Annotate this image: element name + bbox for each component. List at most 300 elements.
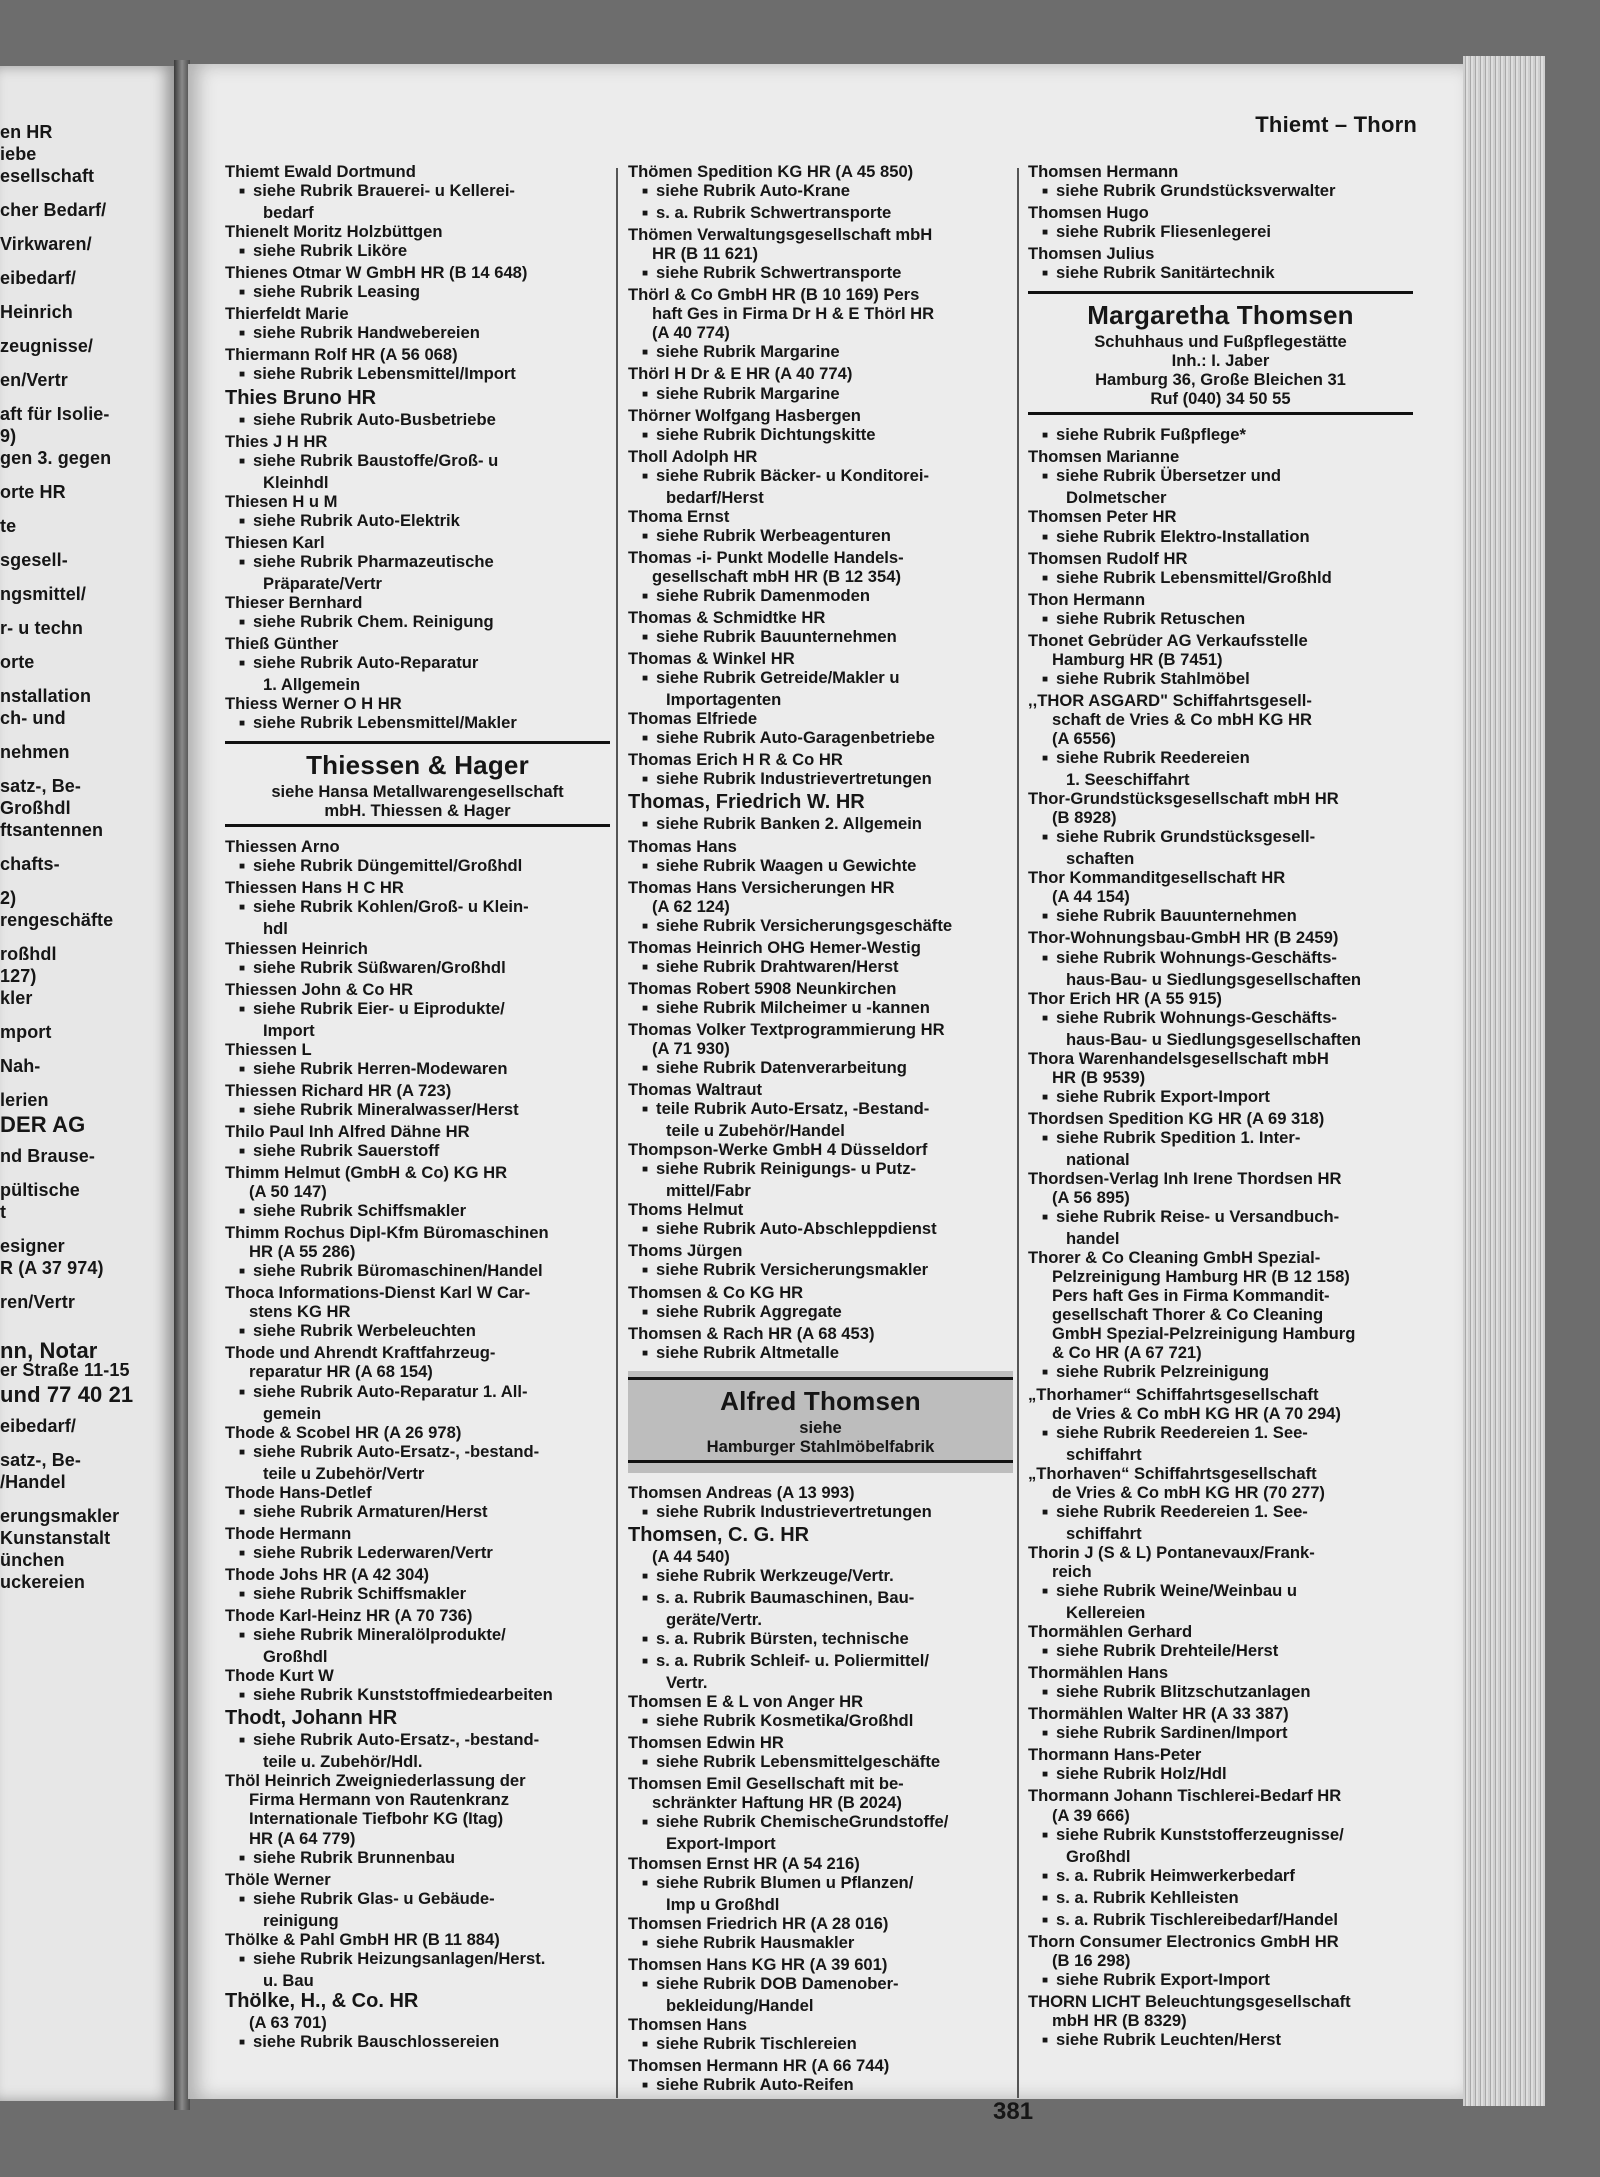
listing-reference: ■ siehe Rubrik Retuschen — [1028, 609, 1413, 631]
listing-name: Thörner Wolfgang Hasbergen — [628, 405, 861, 425]
listing-continuation: 1. Seeschiffahrt — [1066, 770, 1190, 790]
listing-reference: ■ siehe Rubrik Werkzeuge/Vertr. — [628, 1566, 1013, 1588]
listing-continuation: HR (B 11 621) — [652, 244, 759, 264]
listing-reference: ■ siehe Rubrik Versicherungsgeschäfte — [628, 916, 1013, 938]
listing-reference: ■ siehe Rubrik ChemischeGrundstoffe/ — [628, 1812, 1013, 1834]
listing-reference: ■ siehe Rubrik Übersetzer und — [1028, 466, 1413, 488]
listing-name: THORN LICHT Beleuchtungsgesellschaft — [1028, 1991, 1351, 2011]
listing-reference: ■ siehe Rubrik Lederwaren/Vertr — [225, 1543, 610, 1565]
listing-reference: ■ siehe Rubrik Chem. Reinigung — [225, 612, 610, 634]
listing-name: Thienes Otmar W GmbH HR (B 14 648) — [225, 263, 528, 283]
listing-reference: ■ s. a. Rubrik Schleif- u. Poliermittel/ — [628, 1651, 1013, 1673]
listing-reference: ■ siehe Rubrik Mineralölprodukte/ — [225, 1625, 610, 1647]
listing-name: Thor Kommanditgesellschaft HR — [1028, 868, 1286, 888]
left-page-text: t — [0, 1202, 7, 1222]
listing-name: Thieser Bernhard — [225, 592, 363, 612]
listing-name: Thomsen & Rach HR (A 68 453) — [628, 1323, 875, 1343]
listing-name: Thomsen Julius — [1028, 244, 1155, 264]
listing-continuation: schaft de Vries & Co mbH KG HR — [1052, 709, 1313, 729]
listing-name: Thomas Volker Textprogrammierung HR — [628, 1019, 945, 1039]
listing-continuation: Großhdl — [1066, 1846, 1131, 1866]
listing-reference: ■ siehe Rubrik Damenmoden — [628, 586, 1013, 608]
column-2 — [628, 162, 1013, 2097]
listing-name: Thomas & Winkel HR — [628, 649, 795, 669]
listing-name-bold: Thölke, H., & Co. HR — [225, 1989, 419, 2012]
listing-name: Thimm Rochus Dipl-Kfm Büromaschinen — [225, 1223, 549, 1243]
listing-reference: ■ siehe Rubrik Werbeleuchten — [225, 1321, 610, 1343]
listing-reference: ■ siehe Rubrik Bäcker- u Konditorei- — [628, 466, 1013, 488]
listing-name: Thöl Heinrich Zweigniederlassung der — [225, 1771, 526, 1791]
listing-reference: ■ siehe Rubrik Auto-Abschleppdienst — [628, 1219, 1013, 1241]
listing-name: Thode Kurt W — [225, 1666, 334, 1686]
column-divider — [1017, 168, 1019, 2098]
advertisement-line: Inh.: I. Jaber — [1171, 351, 1270, 371]
listing-name: Thonet Gebrüder AG Verkaufsstelle — [1028, 630, 1308, 650]
left-page-text: R (A 37 974) — [0, 1258, 104, 1278]
listing-continuation: Pelzreinigung Hamburg HR (B 12 158) — [1052, 1267, 1350, 1287]
listing-reference: ■ siehe Rubrik Süßwaren/Großhdl — [225, 958, 610, 980]
listing-reference: ■ siehe Rubrik Herren-Modewaren — [225, 1059, 610, 1081]
listing-reference: ■ siehe Rubrik Weine/Weinbau u — [1028, 1581, 1413, 1603]
left-page-text: eibedarf/ — [0, 268, 76, 288]
left-page-text: satz-, Be- — [0, 776, 82, 796]
advertisement-line: mbH. Thiessen & Hager — [324, 801, 511, 821]
listing-continuation: (A 71 930) — [652, 1038, 730, 1058]
listing-name-bold: Thomas, Friedrich W. HR — [628, 791, 865, 814]
listing-reference: ■ siehe Rubrik Liköre — [225, 241, 610, 263]
listing-name: Thode Hans-Detlef — [225, 1482, 372, 1502]
listing-reference: ■ siehe Rubrik Versicherungsmakler — [628, 1260, 1013, 1282]
listing-reference: ■ s. a. Rubrik Kehlleisten — [1028, 1888, 1413, 1910]
left-page-text: Großhdl — [0, 798, 71, 818]
left-page-text: 9) — [0, 426, 17, 446]
left-page-text: uckereien — [0, 1572, 85, 1592]
listing-name: Thormählen Walter HR (A 33 387) — [1028, 1704, 1289, 1724]
listing-reference: ■ siehe Rubrik Grundstücksgesell- — [1028, 827, 1413, 849]
listing-reference: ■ siehe Rubrik Auto-Reifen — [628, 2075, 1013, 2097]
left-page-text: und 77 40 21 — [0, 1382, 134, 1407]
listing-continuation: (A 6556) — [1052, 728, 1116, 748]
listing-reference: ■ siehe Rubrik Auto-Reparatur — [225, 653, 610, 675]
listing-continuation: & Co HR (A 67 721) — [1052, 1343, 1202, 1363]
listing-name: Thorin J (S & L) Pontanevaux/Frank- — [1028, 1542, 1315, 1562]
listing-name: Thiessen Heinrich — [225, 938, 368, 958]
listing-name: Thode Hermann — [225, 1523, 352, 1543]
listing-name: Thode & Scobel HR (A 26 978) — [225, 1422, 462, 1442]
listing-continuation: reparatur HR (A 68 154) — [249, 1362, 433, 1382]
left-page-text: esigner — [0, 1236, 65, 1256]
listing-continuation: HR (B 9539) — [1052, 1067, 1146, 1087]
left-page-text: nn, Notar — [0, 1338, 98, 1363]
listing-continuation: Kellereien — [1066, 1603, 1146, 1623]
listing-name: Thomas Hans — [628, 836, 737, 856]
listing-name: Thölke & Pahl GmbH HR (B 11 884) — [225, 1929, 500, 1949]
left-page-text: en HR — [0, 122, 53, 142]
left-page-text: iebe — [0, 144, 37, 164]
listing-continuation: (A 50 147) — [249, 1182, 327, 1202]
advertisement-line: Hamburg 36, Große Bleichen 31 — [1095, 370, 1346, 390]
listing-reference: ■ siehe Rubrik Bauunternehmen — [1028, 906, 1413, 928]
listing-continuation: (B 16 298) — [1052, 1950, 1131, 1970]
listing-continuation: Importagenten — [666, 690, 782, 710]
listing-reference: ■ siehe Rubrik Auto-Krane — [628, 181, 1013, 203]
display-advertisement — [628, 1371, 1013, 1473]
listing-name: Thiessen Richard HR (A 723) — [225, 1080, 452, 1100]
left-page-text: roßhdl — [0, 944, 57, 964]
listing-continuation: (A 56 895) — [1052, 1188, 1130, 1208]
listing-name: Thomsen Hans KG HR (A 39 601) — [628, 1954, 888, 1974]
left-page-text: mport — [0, 1022, 52, 1042]
listing-continuation: (B 8928) — [1052, 808, 1117, 828]
listing-reference: ■ siehe Rubrik Reedereien — [1028, 748, 1413, 770]
listing-name: Thomas Waltraut — [628, 1080, 762, 1100]
listing-continuation: Internationale Tiefbohr KG (Itag) — [249, 1809, 504, 1829]
left-page-text: pültische — [0, 1180, 80, 1200]
listing-name: Thiess Werner O H HR — [225, 694, 402, 714]
listing-name: Thomsen Rudolf HR — [1028, 548, 1188, 568]
listing-reference: ■ siehe Rubrik Bauschlossereien — [225, 2032, 610, 2054]
listing-name: Thomas Hans Versicherungen HR — [628, 877, 895, 897]
listing-reference: ■ siehe Rubrik DOB Damenober- — [628, 1974, 1013, 1996]
listing-name: Thoms Helmut — [628, 1200, 744, 1220]
left-page-text: Heinrich — [0, 302, 73, 322]
listing-reference: ■ siehe Rubrik Pharmazeutische — [225, 552, 610, 574]
left-page-text: te — [0, 516, 17, 536]
listing-reference: ■ siehe Rubrik Getreide/Makler u — [628, 668, 1013, 690]
running-header: Thiemt – Thorn — [1255, 112, 1417, 137]
listing-reference: ■ siehe Rubrik Hausmakler — [628, 1933, 1013, 1955]
listing-reference: ■ siehe Rubrik Brauerei- u Kellerei- — [225, 181, 610, 203]
listing-name: Thomas Erich H R & Co HR — [628, 750, 843, 770]
listing-reference: ■ teile Rubrik Auto-Ersatz, -Bestand- — [628, 1099, 1013, 1121]
listing-reference: ■ siehe Rubrik Auto-Ersatz-, -bestand- — [225, 1730, 610, 1752]
listing-continuation: haus-Bau- u Siedlungsgesellschaften — [1066, 969, 1362, 989]
listing-reference: ■ siehe Rubrik Reedereien 1. See- — [1028, 1502, 1413, 1524]
listing-continuation: bekleidung/Handel — [666, 1995, 814, 2015]
left-page-text: r- u techn — [0, 618, 84, 638]
listing-reference: ■ siehe Rubrik Fliesenlegerei — [1028, 222, 1413, 244]
column-1 — [225, 162, 610, 2054]
listing-name: Thomsen Andreas (A 13 993) — [628, 1482, 855, 1502]
left-page-text: orte — [0, 652, 35, 672]
left-page-text: cher Bedarf/ — [0, 200, 107, 220]
listing-reference: ■ siehe Rubrik Pelzreinigung — [1028, 1362, 1413, 1384]
left-page-text: ren/Vertr — [0, 1292, 75, 1312]
listing-name: Thörl & Co GmbH HR (B 10 169) Pers — [628, 285, 920, 305]
listing-name: Thienelt Moritz Holzbüttgen — [225, 222, 443, 242]
listing-reference: ■ siehe Rubrik Holz/Hdl — [1028, 1764, 1413, 1786]
listing-continuation: schiffahrt — [1066, 1523, 1142, 1543]
listing-reference: ■ siehe Rubrik Industrievertretungen — [628, 769, 1013, 791]
listing-reference: ■ siehe Rubrik Milcheimer u -kannen — [628, 998, 1013, 1020]
listing-reference: ■ siehe Rubrik Eier- u Eiprodukte/ — [225, 999, 610, 1021]
listing-continuation: gemein — [263, 1403, 322, 1423]
listing-reference: ■ siehe Rubrik Tischlereien — [628, 2034, 1013, 2056]
listing-reference: ■ siehe Rubrik Fußpflege* — [1028, 425, 1413, 447]
listing-name: Thomas Heinrich OHG Hemer-Westig — [628, 937, 921, 957]
left-page-text: ch- und — [0, 708, 66, 728]
left-page-text: 127) — [0, 966, 37, 986]
listing-reference: ■ siehe Rubrik Altmetalle — [628, 1343, 1013, 1365]
box-rule — [1028, 291, 1413, 294]
listing-name: Thiemt Ewald Dortmund — [225, 162, 416, 181]
listing-continuation: Import — [263, 1020, 315, 1040]
listing-reference: ■ siehe Rubrik Banken 2. Allgemein — [628, 814, 1013, 836]
listing-name: Thoca Informations-Dienst Karl W Car- — [225, 1283, 531, 1303]
listing-continuation: (A 44 154) — [1052, 887, 1130, 907]
listing-reference: ■ siehe Rubrik Drahtwaren/Herst — [628, 957, 1013, 979]
advertisement-title: Alfred Thomsen — [720, 1385, 921, 1416]
listing-name: Thiesen H u M — [225, 491, 338, 511]
left-page-text: eibedarf/ — [0, 1416, 76, 1436]
listing-continuation: mbH HR (B 8329) — [1052, 2010, 1187, 2030]
left-page-text: gen 3. gegen — [0, 448, 112, 468]
left-page-text: DER AG — [0, 1112, 86, 1137]
listing-continuation: de Vries & Co mbH KG HR (A 70 294) — [1052, 1403, 1341, 1423]
listing-continuation: teile u Zubehör/Vertr — [263, 1463, 425, 1483]
listing-reference: ■ siehe Rubrik Baustoffe/Groß- u — [225, 451, 610, 473]
listing-reference: ■ siehe Rubrik Lebensmittel/Makler — [225, 713, 610, 735]
listing-name: Thömen Spedition KG HR (A 45 850) — [628, 162, 914, 181]
listing-continuation: Hamburg HR (B 7451) — [1052, 649, 1223, 669]
listing-reference: ■ siehe Rubrik Blumen u Pflanzen/ — [628, 1873, 1013, 1895]
listing-continuation: schaften — [1066, 849, 1135, 869]
listing-reference: ■ siehe Rubrik Auto-Garagenbetriebe — [628, 728, 1013, 750]
listing-reference: ■ s. a. Rubrik Schwertransporte — [628, 203, 1013, 225]
listing-reference: ■ siehe Rubrik Dichtungskitte — [628, 425, 1013, 447]
left-page-text: ngsmittel/ — [0, 584, 87, 604]
listing-continuation: geräte/Vertr. — [666, 1609, 762, 1629]
display-advertisement — [1028, 291, 1413, 415]
left-page-text: kler — [0, 988, 33, 1008]
left-page-text: ftsantennen — [0, 820, 104, 840]
listing-reference: ■ siehe Rubrik Aggregate — [628, 1302, 1013, 1324]
left-page-text: aft für Isolie- — [0, 404, 110, 424]
listing-name: Thormählen Gerhard — [1028, 1622, 1193, 1642]
listing-continuation: teile u Zubehör/Handel — [666, 1121, 845, 1141]
listing-reference: ■ siehe Rubrik Kunststofferzeugnisse/ — [1028, 1825, 1413, 1847]
box-rule — [225, 741, 610, 744]
listing-continuation: GmbH Spezial-Pelzreinigung Hamburg — [1052, 1324, 1356, 1344]
listing-continuation: (A 40 774) — [652, 323, 730, 343]
listing-name: Thierfeldt Marie — [225, 304, 349, 324]
listing-reference: ■ siehe Rubrik Leasing — [225, 282, 610, 304]
listing-reference: ■ siehe Rubrik Kohlen/Groß- u Klein- — [225, 897, 610, 919]
page-edges — [1463, 56, 1545, 2106]
listing-reference: ■ siehe Rubrik Reise- u Versandbuch- — [1028, 1207, 1413, 1229]
listing-continuation: gesellschaft mbH HR (B 12 354) — [652, 566, 901, 586]
listing-reference: ■ siehe Rubrik Auto-Ersatz-, -bestand- — [225, 1442, 610, 1464]
left-page-text: nstallation — [0, 686, 92, 706]
listing-name-bold: Thomsen, C. G. HR — [628, 1523, 810, 1546]
listing-reference: ■ siehe Rubrik Brunnenbau — [225, 1848, 610, 1870]
listing-reference: ■ s. a. Rubrik Heimwerkerbedarf — [1028, 1866, 1413, 1888]
listing-name: Thieß Günther — [225, 634, 339, 654]
listing-reference: ■ siehe Rubrik Glas- u Gebäude- — [225, 1889, 610, 1911]
listing-continuation: schränkter Haftung HR (B 2024) — [652, 1793, 902, 1813]
box-rule — [628, 1460, 1013, 1463]
listing-name: Thomsen & Co KG HR — [628, 1282, 804, 1302]
listing-continuation: bedarf — [263, 203, 314, 223]
listing-name: Thorn Consumer Electronics GmbH HR — [1028, 1931, 1339, 1951]
column-divider — [616, 168, 618, 2098]
listing-name: Thomsen E & L von Anger HR — [628, 1692, 864, 1712]
listing-name: Thor-Wohnungsbau-GmbH HR (B 2459) — [1028, 928, 1339, 948]
box-rule — [628, 1377, 1013, 1380]
listing-continuation: de Vries & Co mbH KG HR (70 277) — [1052, 1482, 1325, 1502]
listing-reference: ■ siehe Rubrik Sanitärtechnik — [1028, 263, 1413, 285]
listing-name-bold: Thies Bruno HR — [225, 386, 377, 409]
listing-reference: ■ siehe Rubrik Schiffsmakler — [225, 1584, 610, 1606]
column-3 — [1028, 162, 1413, 2052]
listing-reference: ■ siehe Rubrik Industrievertretungen — [628, 1502, 1013, 1524]
listing-name: ,,THOR ASGARD" Schiffahrtsgesell- — [1028, 690, 1312, 710]
advertisement-line: siehe Hansa Metallwarengesellschaft — [271, 782, 564, 802]
listing-reference: ■ siehe Rubrik Reinigungs- u Putz- — [628, 1159, 1013, 1181]
left-page-text: zeugnisse/ — [0, 336, 94, 356]
listing-name: Thor Erich HR (A 55 915) — [1028, 988, 1222, 1008]
listing-name: Thode und Ahrendt Kraftfahrzeug- — [225, 1343, 496, 1363]
listing-reference: ■ siehe Rubrik Handwebereien — [225, 323, 610, 345]
listing-name: Thomas -i- Punkt Modelle Handels- — [628, 547, 904, 567]
listing-reference: ■ siehe Rubrik Sauerstoff — [225, 1141, 610, 1163]
listing-continuation: haft Ges in Firma Dr H & E Thörl HR — [652, 304, 935, 324]
listing-reference: ■ siehe Rubrik Büromaschinen/Handel — [225, 1261, 610, 1283]
listing-reference: ■ siehe Rubrik Elektro-Installation — [1028, 527, 1413, 549]
listing-reference: ■ siehe Rubrik Werbeagenturen — [628, 526, 1013, 548]
listing-name: Thilo Paul Inh Alfred Dähne HR — [225, 1121, 470, 1141]
advertisement-line: Schuhhaus und Fußpflegestätte — [1094, 332, 1347, 352]
listing-continuation: (A 44 540) — [652, 1546, 730, 1566]
listing-name: Thora Warenhandelsgesellschaft mbH — [1028, 1048, 1329, 1068]
listing-name: Thöle Werner — [225, 1869, 331, 1889]
listing-name: Thor-Grundstücksgesellschaft mbH HR — [1028, 789, 1339, 809]
listing-reference: ■ siehe Rubrik Armaturen/Herst — [225, 1502, 610, 1524]
listing-continuation: handel — [1066, 1229, 1120, 1249]
listing-name: Thormann Johann Tischlerei-Bedarf HR — [1028, 1786, 1342, 1806]
listing-name: Thomsen Ernst HR (A 54 216) — [628, 1853, 860, 1873]
listing-reference: ■ siehe Rubrik Bauunternehmen — [628, 627, 1013, 649]
listing-name: Thomas & Schmidtke HR — [628, 608, 826, 628]
listing-reference: ■ siehe Rubrik Reedereien 1. See- — [1028, 1423, 1413, 1445]
listing-name: Thomsen Marianne — [1028, 447, 1180, 467]
listing-continuation: HR (A 64 779) — [249, 1828, 356, 1848]
left-page-text: er Straße 11-15 — [0, 1360, 130, 1380]
listing-reference: ■ siehe Rubrik Sardinen/Import — [1028, 1723, 1413, 1745]
listing-reference: ■ siehe Rubrik Schwertransporte — [628, 263, 1013, 285]
listing-continuation: gesellschaft Thorer & Co Cleaning — [1052, 1305, 1324, 1325]
listing-name: Thomsen Edwin HR — [628, 1733, 784, 1753]
listing-name: Thordsen-Verlag Inh Irene Thordsen HR — [1028, 1169, 1342, 1189]
listing-reference: ■ siehe Rubrik Heizungsanlagen/Herst. — [225, 1949, 610, 1971]
listing-name: Thiessen Arno — [225, 837, 340, 857]
left-page-text: satz-, Be- — [0, 1450, 82, 1470]
left-page-text: esellschaft — [0, 166, 95, 186]
listing-name: Thiesen Karl — [225, 532, 325, 552]
left-page-text: Kunstanstalt — [0, 1528, 111, 1548]
listing-name: Thomsen Hermann HR (A 66 744) — [628, 2055, 890, 2075]
listing-reference: ■ siehe Rubrik Düngemittel/Großhdl — [225, 856, 610, 878]
listing-continuation: Dolmetscher — [1066, 488, 1167, 508]
advertisement-title: Thiessen & Hager — [306, 750, 529, 781]
advertisement-line: Hamburger Stahlmöbelfabrik — [706, 1436, 935, 1456]
listing-reference: ■ siehe Rubrik Lebensmittel/Großhld — [1028, 568, 1413, 590]
listing-name: Thoms Jürgen — [628, 1241, 743, 1261]
listing-name: Thörl H Dr & E HR (A 40 774) — [628, 364, 853, 384]
listing-name: Thoma Ernst — [628, 506, 730, 526]
listing-reference: ■ siehe Rubrik Margarine — [628, 342, 1013, 364]
left-page-text: sgesell- — [0, 550, 68, 570]
listing-reference: ■ siehe Rubrik Waagen u Gewichte — [628, 856, 1013, 878]
listing-reference: ■ siehe Rubrik Wohnungs-Geschäfts- — [1028, 1008, 1413, 1030]
listing-reference: ■ siehe Rubrik Stahlmöbel — [1028, 669, 1413, 691]
listing-reference: ■ siehe Rubrik Margarine — [628, 384, 1013, 406]
left-page-text: orte HR — [0, 482, 66, 502]
listing-continuation: Pers haft Ges in Firma Kommandit- — [1052, 1286, 1330, 1306]
listing-continuation: u. Bau — [263, 1970, 314, 1990]
left-page-text: lerien — [0, 1090, 49, 1110]
listing-continuation: Vertr. — [666, 1673, 708, 1693]
listing-continuation: bedarf/Herst — [666, 487, 764, 507]
listing-continuation: reich — [1052, 1561, 1092, 1581]
listing-reference: ■ siehe Rubrik Kosmetika/Großhdl — [628, 1711, 1013, 1733]
listing-reference: ■ siehe Rubrik Wohnungs-Geschäfts- — [1028, 948, 1413, 970]
listing-name: Thiessen John & Co HR — [225, 979, 414, 999]
listing-continuation: reinigung — [263, 1910, 339, 1930]
left-page-text: ünchen — [0, 1550, 65, 1570]
display-advertisement — [225, 741, 610, 827]
page-number: 381 — [993, 2098, 1034, 2125]
listing-reference: ■ s. a. Rubrik Bürsten, technische — [628, 1629, 1013, 1651]
advertisement-line: siehe — [799, 1417, 842, 1437]
listing-continuation: Präparate/Vertr — [263, 573, 382, 593]
listing-name: Thompson-Werke GmbH 4 Düsseldorf — [628, 1140, 928, 1160]
listing-continuation: mittel/Fabr — [666, 1181, 751, 1201]
listing-continuation: Firma Hermann von Rautenkranz — [249, 1790, 510, 1810]
listing-name: Thimm Helmut (GmbH & Co) KG HR — [225, 1163, 508, 1183]
directory-page — [188, 64, 1463, 2125]
listing-name: Thies J H HR — [225, 431, 328, 451]
left-page-text: /Handel — [0, 1472, 66, 1492]
listing-reference: ■ siehe Rubrik Lebensmittelgeschäfte — [628, 1752, 1013, 1774]
listing-name: Thormann Hans-Peter — [1028, 1745, 1202, 1765]
listing-name: „Thorhaven“ Schiffahrtsgesellschaft — [1028, 1463, 1317, 1483]
listing-continuation: Imp u Großhdl — [666, 1894, 780, 1914]
listing-continuation: Großhdl — [263, 1647, 328, 1667]
listing-name: Thordsen Spedition KG HR (A 69 318) — [1028, 1108, 1325, 1128]
box-rule — [1028, 412, 1413, 415]
listing-continuation: haus-Bau- u Siedlungsgesellschaften — [1066, 1029, 1362, 1049]
listing-name: Thomsen Hugo — [1028, 203, 1149, 223]
left-page-text: rengeschäfte — [0, 910, 114, 930]
listing-reference: ■ s. a. Rubrik Baumaschinen, Bau- — [628, 1588, 1013, 1610]
listing-name: Thomas Elfriede — [628, 709, 758, 729]
listing-name: Thormählen Hans — [1028, 1663, 1169, 1683]
advertisement-title: Margaretha Thomsen — [1087, 300, 1354, 331]
listing-continuation: 1. Allgemein — [263, 675, 361, 695]
box-rule — [225, 824, 610, 827]
left-page-text: 2) — [0, 888, 17, 908]
listing-continuation: HR (A 55 286) — [249, 1242, 356, 1262]
listing-reference: ■ siehe Rubrik Blitzschutzanlagen — [1028, 1682, 1413, 1704]
listing-continuation: stens KG HR — [249, 1302, 351, 1322]
listing-reference: ■ siehe Rubrik Kunststoffmiedearbeiten — [225, 1685, 610, 1707]
listing-name-bold: Thodt, Johann HR — [225, 1707, 398, 1730]
listing-reference: ■ siehe Rubrik Drehteile/Herst — [1028, 1641, 1413, 1663]
listing-name: Thomsen Hermann — [1028, 162, 1179, 181]
left-page-text: chafts- — [0, 854, 60, 874]
listing-reference: ■ siehe Rubrik Auto-Busbetriebe — [225, 410, 610, 432]
